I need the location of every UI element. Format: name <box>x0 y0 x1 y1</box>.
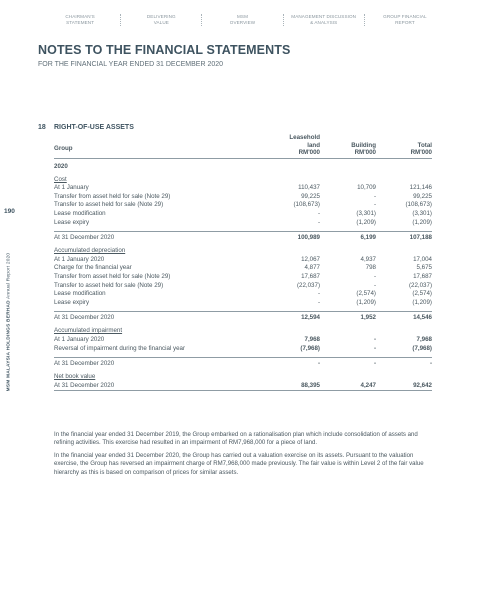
table-row <box>54 256 432 265</box>
cell-building: - <box>373 335 376 343</box>
cell-building: (1,209) <box>356 298 376 306</box>
depreciation-heading-label: Accumulated depreciation <box>54 247 126 255</box>
page-title: NOTES TO THE FINANCIAL STATEMENTS <box>38 43 291 57</box>
cell-building: 1,952 <box>360 314 376 322</box>
col-leasehold-land: Leasehold land RM'000 <box>289 134 320 156</box>
section-number: 18 <box>38 124 46 131</box>
row-label: Charge for the financial year <box>54 264 132 272</box>
cost-heading-label: Cost <box>54 175 67 183</box>
table-row <box>54 193 432 202</box>
cell-building: 4,937 <box>360 255 376 263</box>
cell-total: 17,687 <box>413 272 432 280</box>
year-row <box>54 163 432 172</box>
nbv-heading-label: Net book value <box>54 373 96 381</box>
impairment-total-row <box>54 357 432 369</box>
cell-leasehold: - <box>317 218 320 226</box>
cell-leasehold: - <box>317 290 320 298</box>
cell-building: - <box>373 360 376 368</box>
nbv-row <box>54 382 432 392</box>
table-row <box>54 273 432 282</box>
cell-building: - <box>373 201 376 209</box>
cell-total: (22,037) <box>408 281 432 289</box>
table-row <box>54 290 432 299</box>
cell-leasehold: 100,989 <box>297 234 320 242</box>
depreciation-heading <box>54 247 432 256</box>
cell-leasehold: 4,877 <box>304 264 320 272</box>
row-label: Transfer to asset held for sale (Note 29) <box>54 281 164 289</box>
cell-total: 92,642 <box>413 381 432 389</box>
section-title: RIGHT-OF-USE ASSETS <box>54 124 134 131</box>
impairment-heading <box>54 327 432 336</box>
cell-total: (7,968) <box>412 344 432 352</box>
nav-group-financial-report[interactable]: GROUP FINANCIAL REPORT <box>364 14 445 26</box>
row-label: At 31 December 2020 <box>54 314 115 322</box>
cell-leasehold: 12,594 <box>301 314 320 322</box>
row-label: Reversal of impairment during the financial year <box>54 344 186 352</box>
cell-leasehold: 99,225 <box>301 192 320 200</box>
cell-building: - <box>373 344 376 352</box>
side-report-label <box>7 253 12 392</box>
cell-total: (1,209) <box>412 218 432 226</box>
cell-total: 99,225 <box>413 192 432 200</box>
cell-total: 5,675 <box>416 264 432 272</box>
note-paragraph: In the financial year ended 31 December 2020, the Group has carried out a valuation exercise on its assets. Pursuant to the valuation exercise, the Group has reversed an impairment charge of RM7,968,000 made previously. The fair value is within Level 2 of the fair value hierarchy as this is based on comparison of prices for similar assets. <box>54 451 424 476</box>
table-row <box>54 219 432 228</box>
notes <box>54 431 432 481</box>
cell-leasehold: 7,968 <box>304 335 320 343</box>
row-label: At 31 December 2020 <box>54 360 115 368</box>
table-row <box>54 264 432 273</box>
cell-leasehold: - <box>317 360 320 368</box>
top-navigation <box>40 14 445 26</box>
year-label: 2020 <box>54 163 68 170</box>
col-building: Building RM'000 <box>351 141 376 156</box>
row-label: At 1 January 2020 <box>54 335 105 343</box>
cell-total: 7,968 <box>416 335 432 343</box>
cell-total: 107,188 <box>409 234 432 242</box>
table-row <box>54 184 432 193</box>
cell-building: 10,709 <box>357 184 376 192</box>
table-row <box>54 336 432 345</box>
cell-total: 17,004 <box>413 255 432 263</box>
table-header <box>54 132 432 159</box>
row-label: At 1 January <box>54 184 89 192</box>
cell-building: (1,209) <box>356 218 376 226</box>
cell-leasehold: (108,673) <box>293 201 320 209</box>
table-row <box>54 210 432 219</box>
cell-leasehold: 12,067 <box>301 255 320 263</box>
row-label: Lease expiry <box>54 298 90 306</box>
table-row <box>54 299 432 308</box>
cell-leasehold: (22,037) <box>296 281 320 289</box>
row-label: Lease modification <box>54 209 106 217</box>
page-number: 190 <box>4 208 15 215</box>
nav-delivering-value[interactable]: DELIVERING VALUE <box>120 14 201 26</box>
cell-building: 798 <box>365 264 376 272</box>
cost-heading <box>54 176 432 185</box>
row-label: Lease modification <box>54 290 106 298</box>
cell-leasehold: 88,395 <box>301 381 320 389</box>
side-company-name: MSM MALAYSIA HOLDINGS BERHAD <box>6 300 12 392</box>
group-label: Group <box>54 145 73 152</box>
cell-leasehold: - <box>317 298 320 306</box>
col-total: Total RM'000 <box>410 141 432 156</box>
cell-total: (2,574) <box>412 290 432 298</box>
impairment-heading-label: Accumulated impairment <box>54 327 123 335</box>
note-paragraph: In the financial year ended 31 December 2019, the Group embarked on a rationalisation plan which include consolidation of assets and refining activities. This exercise had resulted in an impairment of RM7,968,000 for a piece of land. <box>54 431 418 447</box>
row-label: At 1 January 2020 <box>54 255 105 263</box>
cell-building: (2,574) <box>356 290 376 298</box>
cell-total: (3,301) <box>412 209 432 217</box>
page-subtitle: FOR THE FINANCIAL YEAR ENDED 31 DECEMBER 2020 <box>38 61 224 68</box>
nav-management-discussion[interactable]: MANAGEMENT DISCUSSION & ANALYSIS <box>283 14 364 26</box>
cell-total: 121,146 <box>409 184 432 192</box>
cell-leasehold: - <box>317 209 320 217</box>
cell-leasehold: (7,968) <box>300 344 320 352</box>
cell-building: - <box>373 272 376 280</box>
cell-building: - <box>373 192 376 200</box>
table-row <box>54 201 432 210</box>
cost-total-row <box>54 231 432 243</box>
row-label: Transfer from asset held for sale (Note 29) <box>54 192 171 200</box>
cell-total: (1,209) <box>412 298 432 306</box>
cell-leasehold: 17,687 <box>301 272 320 280</box>
nav-chairmans-statement[interactable]: CHAIRMAN'S STATEMENT <box>65 14 95 25</box>
cell-building: 6,199 <box>360 234 376 242</box>
cell-building: - <box>373 281 376 289</box>
cell-leasehold: 110,437 <box>298 184 320 192</box>
nav-msm-overview[interactable]: MSM OVERVIEW <box>201 14 282 26</box>
row-label: Transfer from asset held for sale (Note 29) <box>54 272 171 280</box>
cell-building: 4,247 <box>360 381 376 389</box>
depreciation-total-row <box>54 311 432 323</box>
right-of-use-table <box>54 132 432 391</box>
cell-total: 14,546 <box>413 314 432 322</box>
row-label: Transfer to asset held for sale (Note 29) <box>54 201 164 209</box>
section-heading <box>38 124 134 131</box>
table-row <box>54 282 432 291</box>
cell-building: (3,301) <box>356 209 376 217</box>
row-label: Lease expiry <box>54 218 90 226</box>
cell-total: (108,673) <box>405 201 432 209</box>
row-label: At 31 December 2020 <box>54 381 115 389</box>
table-row <box>54 345 432 354</box>
cell-total: - <box>429 360 432 368</box>
nbv-heading <box>54 373 432 382</box>
row-label: At 31 December 2020 <box>54 234 115 242</box>
side-report-name: Annual Report 2020 <box>6 252 12 299</box>
